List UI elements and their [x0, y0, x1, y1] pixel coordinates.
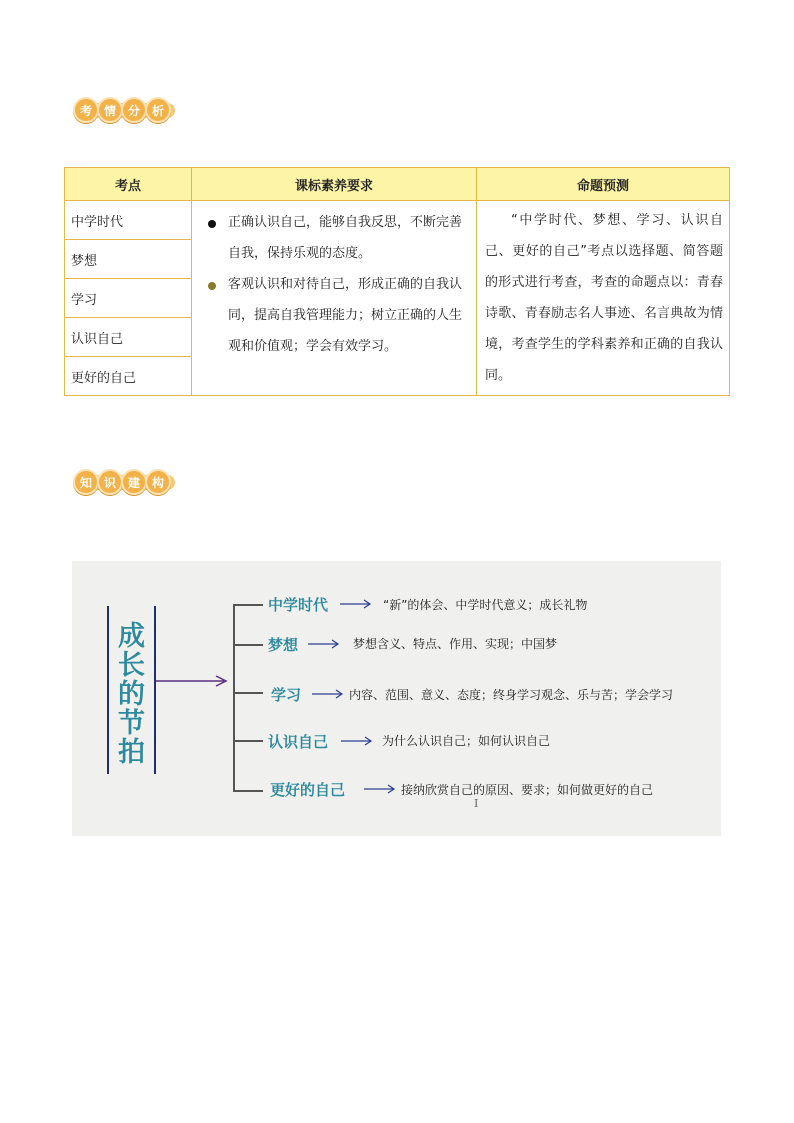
- header-prediction: 命题预测: [477, 168, 730, 201]
- node-description: 接纳欣赏自己的原因、要求；如何做更好的自己: [401, 783, 654, 797]
- exam-point-cell: 梦想: [65, 240, 192, 279]
- badge-char: 知: [73, 469, 99, 495]
- tree-branch: [233, 604, 263, 606]
- node-label: 学习: [271, 686, 302, 704]
- badge-char: 建: [121, 469, 147, 495]
- title-char: 节: [118, 708, 145, 739]
- title-char: 长: [118, 650, 145, 681]
- table-header-row: [65, 168, 730, 201]
- node-description: 内容、范围、意义、态度；终身学习观念、乐与苦；学会学习: [349, 688, 674, 702]
- arrow-right-icon: [340, 599, 372, 609]
- exam-point-cell: 认识自己: [65, 318, 192, 357]
- exam-analysis-table: [64, 167, 730, 396]
- tree-trunk: [233, 604, 235, 792]
- node-description: “新”的体会、中学时代意义；成长礼物: [383, 598, 588, 612]
- title-char: 的: [118, 679, 145, 710]
- node-description: 为什么认识自己；如何认识自己: [382, 734, 551, 748]
- requirement-item: [200, 207, 464, 269]
- badge-char: 考: [73, 97, 99, 123]
- arrow-right-icon: [364, 784, 396, 794]
- tree-branch: [233, 692, 263, 694]
- title-char: 成: [118, 621, 145, 652]
- badge-char: 情: [97, 97, 123, 123]
- main-arrow-icon: [156, 675, 228, 687]
- text-cursor-icon: I: [474, 797, 479, 810]
- arrow-right-icon: [341, 736, 373, 746]
- tree-branch: [233, 790, 263, 792]
- diagram-title: [109, 622, 154, 767]
- node-label: 更好的自己: [270, 781, 346, 799]
- arrow-right-icon: [312, 689, 344, 699]
- bullet-icon: [200, 269, 228, 362]
- node-label: 中学时代: [268, 596, 329, 614]
- badge-char: 识: [97, 469, 123, 495]
- header-requirements: 课标素养要求: [192, 168, 477, 201]
- exam-point-cell: 中学时代: [65, 201, 192, 240]
- node-label: 认识自己: [268, 733, 329, 751]
- bullet-icon: [200, 207, 228, 269]
- exam-point-cell: 学习: [65, 279, 192, 318]
- tree-branch: [233, 740, 263, 742]
- badge-char: 分: [121, 97, 147, 123]
- badge-char: 析: [145, 97, 171, 123]
- header-exam-point: 考点: [65, 168, 192, 201]
- table-row: [65, 201, 730, 240]
- requirement-item: [200, 269, 464, 362]
- prediction-text: “中学时代、梦想、学习、认识自己、更好的自己”考点以选择题、简答题的形式进行考查，考查的命题点以：青春诗歌、青春励志名人事迹、名言典故为情境，考查学生的学科素养和正确的自我认同。: [485, 213, 723, 383]
- requirement-text: 客观认识和对待自己，形成正确的自我认同，提高自我管理能力；树立正确的人生观和价值观；学会有效学习。: [228, 277, 463, 354]
- requirement-text: 正确认识自己，能够自我反思，不断完善自我，保持乐观的态度。: [228, 215, 463, 261]
- node-label: 梦想: [268, 636, 299, 654]
- arrow-right-icon: [308, 639, 340, 649]
- prediction-cell: [477, 201, 730, 396]
- tree-branch: [233, 644, 263, 646]
- diagram-title-frame: [107, 606, 156, 774]
- title-char: 拍: [118, 737, 145, 768]
- section-badge-exam-analysis: [73, 95, 171, 125]
- node-description: 梦想含义、特点、作用、实现；中国梦: [353, 637, 558, 651]
- badge-char: 构: [145, 469, 171, 495]
- exam-point-cell: 更好的自己: [65, 357, 192, 396]
- knowledge-structure-diagram: [72, 561, 721, 836]
- section-badge-knowledge-structure: [73, 467, 171, 497]
- requirements-cell: [192, 201, 477, 396]
